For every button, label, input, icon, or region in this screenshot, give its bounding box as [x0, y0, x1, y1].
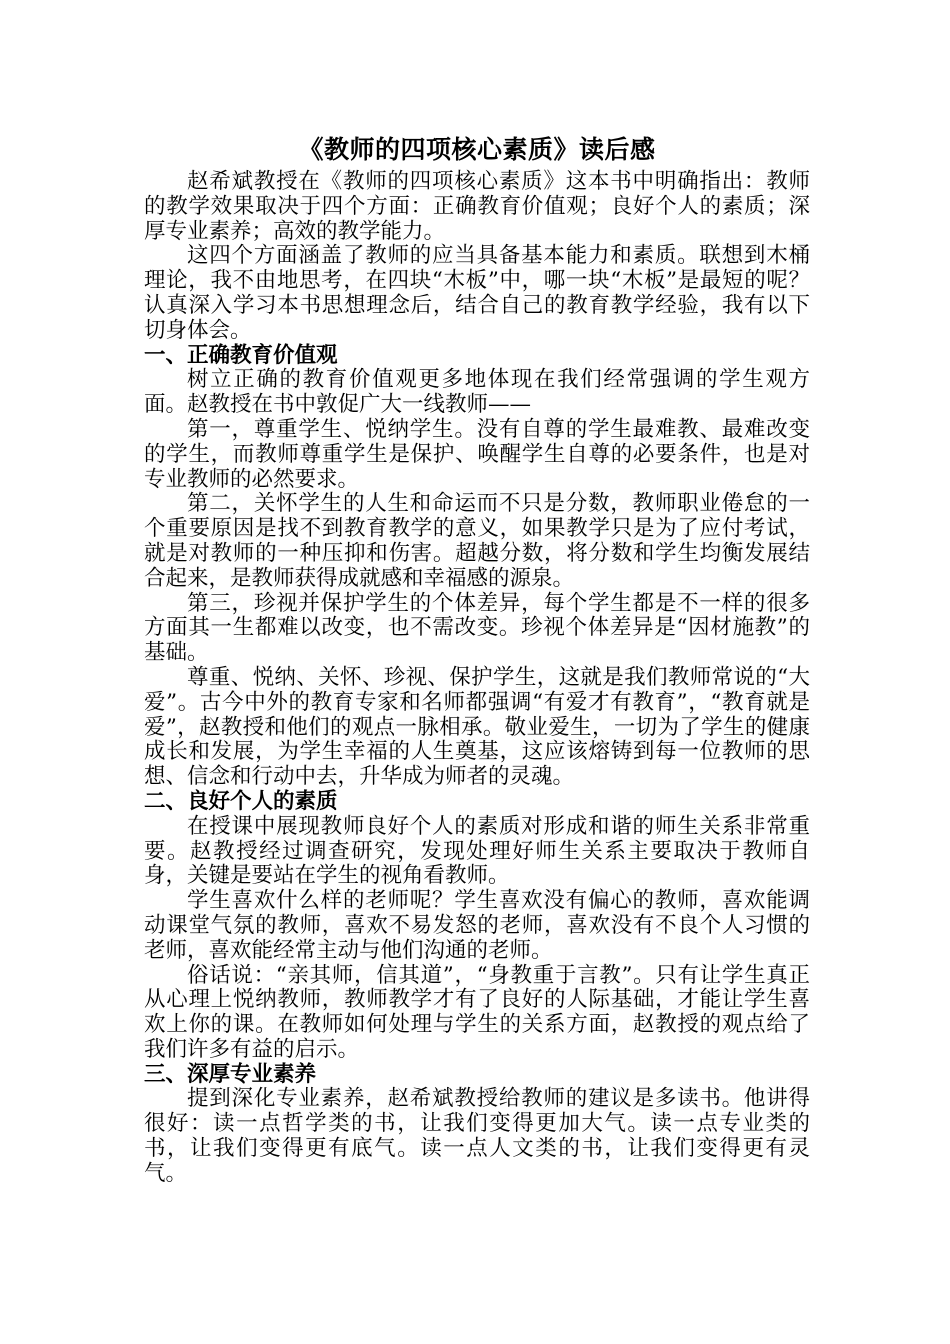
intro-paragraph-1: 赵希斌教授在《教师的四项核心素质》这本书中明确指出：教师的教学效果取决于四个方面：正确教育价值观；良好个人的素质；深厚专业素养；高效的教学能力。: [144, 169, 810, 244]
section1-paragraph-5: 尊重、悦纳、关怀、珍视、保护学生，这就是我们教师常说的“大爱”。古今中外的教育专家和名师都强调“有爱才有教育”，“教育就是爱”，赵教授和他们的观点一脉相承。敬业爱生，一切为了学生的健康成长和发展，为学生幸福的人生奠基，这应该熔铸到每一位教师的思想、信念和行动中去，升华成为师者的灵魂。: [144, 664, 810, 790]
section-heading-professional: 三、深厚专业素养: [144, 1061, 317, 1087]
section2-paragraph-3: 俗话说：“亲其师，信其道”，“身教重于言教”。只有让学生真正从心理上悦纳教师，教师教学才有了良好的人际基础，才能让学生喜欢上你的课。在教师如何处理与学生的关系方面，赵教授的观点给了我们许多有益的启示。: [144, 962, 810, 1062]
section1-paragraph-4: 第三，珍视并保护学生的个体差异，每个学生都是不一样的很多方面其一生都难以改变，也不需改变。珍视个体差异是“因材施教”的基础。: [144, 590, 810, 666]
document-page: [144, 130, 810, 1187]
document-title: 《教师的四项核心素质》读后感: [298, 135, 656, 164]
section2-paragraph-2: 学生喜欢什么样的老师呢？学生喜欢没有偏心的教师，喜欢能调动课堂气氛的教师，喜欢不易发怒的老师，喜欢没有不良个人习惯的老师，喜欢能经常主动与他们沟通的老师。: [144, 888, 810, 963]
section1-paragraph-1: 树立正确的教育价值观更多地体现在我们经常强调的学生观方面。赵教授在书中敦促广大一线教师——: [144, 367, 810, 418]
section-heading-personal-quality: 二、良好个人的素质: [144, 788, 338, 814]
intro-paragraph-2: 这四个方面涵盖了教师的应当具备基本能力和素质。联想到木桶理论，我不由地思考，在四块“木板”中，哪一块“木板”是最短的呢？认真深入学习本书思想理念后，结合自己的教育教学经验，我有以下切身体会。: [144, 243, 811, 343]
section2-paragraph-1: 在授课中展现教师良好个人的素质对形成和谐的师生关系非常重要。赵教授经过调查研究，发现处理好师生关系主要取决于教师自身，关键是要站在学生的视角看教师。: [144, 813, 810, 889]
section3-paragraph-1: 提到深化专业素养，赵希斌教授给教师的建议是多读书。他讲得很好：读一点哲学类的书，让我们变得更加大气。读一点专业类的书，让我们变得更有底气。读一点人文类的书，让我们变得更有灵气。: [144, 1086, 810, 1186]
section1-paragraph-2: 第一，尊重学生、悦纳学生。没有自尊的学生最难教、最难改变的学生，而教师尊重学生是保护、唤醒学生自尊的必要条件，也是对专业教师的必然要求。: [144, 416, 810, 492]
section1-paragraph-3: 第二，关怀学生的人生和命运而不只是分数，教师职业倦怠的一个重要原因是找不到教育教学的意义，如果教学只是为了应付考试，就是对教师的一种压抑和伤害。超越分数，将分数和学生均衡发展结合起来，是教师获得成就感和幸福感的源泉。: [144, 491, 810, 591]
section-heading-values: 一、正确教育价值观: [144, 342, 338, 368]
